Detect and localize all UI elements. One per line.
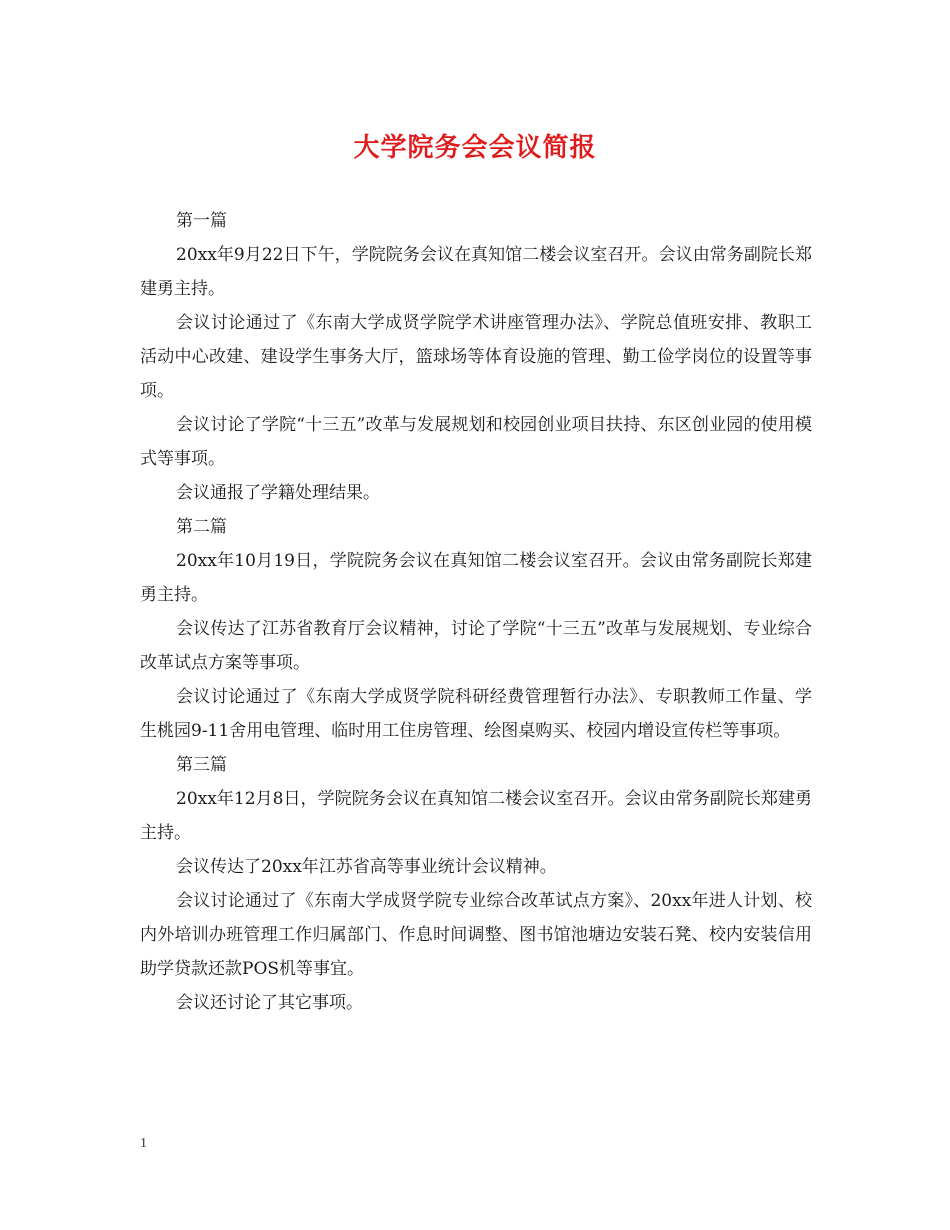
section-heading-2: 第二篇 bbox=[176, 517, 227, 537]
paragraph: 会议通报了学籍处理结果。 bbox=[176, 483, 380, 503]
paragraph: 会议传达了20xx年江苏省高等事业统计会议精神。 bbox=[176, 857, 557, 877]
paragraph: 会议讨论了学院“十三五”改革与发展规划和校园创业项目扶持、东区创业园的使用模式等事项。 bbox=[140, 415, 812, 469]
section-heading-1: 第一篇 bbox=[176, 211, 227, 231]
document-title: 大学院务会会议简报 bbox=[353, 133, 597, 163]
page-number: 1 bbox=[140, 1136, 147, 1151]
paragraph: 会议还讨论了其它事项。 bbox=[176, 993, 363, 1013]
section-heading-3: 第三篇 bbox=[176, 755, 227, 775]
paragraph: 20xx年12月8日，学院院务会议在真知馆二楼会议室召开。会议由常务副院长郑建勇主持。 bbox=[140, 789, 812, 843]
paragraph: 会议讨论通过了《东南大学成贤学院科研经费管理暂行办法》、专职教师工作量、学生桃园9-11舍用电管理、临时用工住房管理、绘图桌购买、校园内增设宣传栏等事项。 bbox=[140, 687, 812, 741]
paragraph: 会议传达了江苏省教育厅会议精神，讨论了学院“十三五”改革与发展规划、专业综合改革试点方案等事项。 bbox=[140, 619, 812, 673]
document-body bbox=[140, 204, 812, 1020]
paragraph: 会议讨论通过了《东南大学成贤学院专业综合改革试点方案》、20xx年进人计划、校内外培训办班管理工作归属部门、作息时间调整、图书馆池塘边安装石凳、校内安装信用助学贷款还款POS机等事宜。 bbox=[140, 891, 812, 979]
paragraph: 20xx年10月19日，学院院务会议在真知馆二楼会议室召开。会议由常务副院长郑建勇主持。 bbox=[140, 551, 812, 605]
paragraph: 20xx年9月22日下午，学院院务会议在真知馆二楼会议室召开。会议由常务副院长郑建勇主持。 bbox=[140, 245, 812, 299]
paragraph: 会议讨论通过了《东南大学成贤学院学术讲座管理办法》、学院总值班安排、教职工活动中心改建、建设学生事务大厅，篮球场等体育设施的管理、勤工俭学岗位的设置等事项。 bbox=[140, 313, 812, 401]
